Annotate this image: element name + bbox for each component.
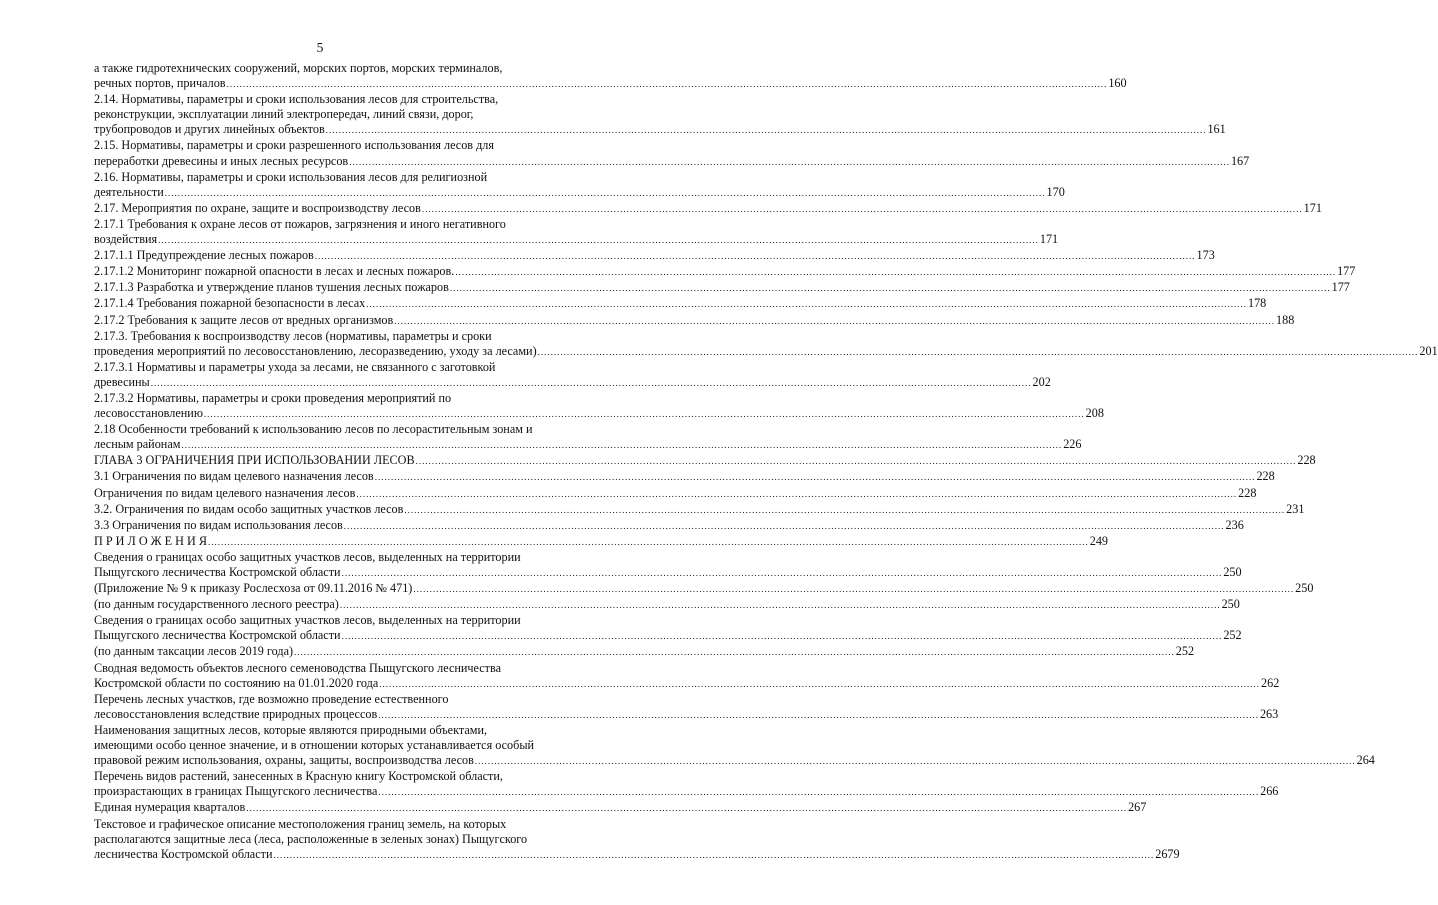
toc-entry-last-line [94, 153, 1250, 170]
toc-entry-line [94, 832, 586, 847]
toc-entry-text: имеющими особо ценное значение, и в отношении которых устанавливается особый [94, 738, 535, 753]
toc-entry-text: древесины [94, 374, 150, 389]
table-of-contents [94, 61, 1438, 863]
toc-entry-line [94, 692, 586, 707]
toc-entry-text: реконструкции, эксплуатации линий электропередач, линий связи, дорог, [94, 107, 474, 122]
toc-entry-last-line [94, 846, 1180, 863]
dot-leader [344, 518, 1225, 534]
dot-leader [413, 581, 1294, 597]
dot-leader [404, 502, 1285, 518]
toc-entry-text: Текстовое и графическое описание местоположения границ земель, на которых [94, 816, 507, 831]
page-number: 5 [316, 40, 324, 55]
toc-entry-text: произрастающих в границах Пыщугского лесничества [94, 784, 378, 799]
toc-entry-text: Костромской области по состоянию на 01.01.2020 года [94, 675, 379, 690]
dot-leader [326, 122, 1207, 138]
toc-page-number: 178 [1247, 296, 1267, 311]
toc-page-number: 252 [1175, 644, 1195, 659]
toc-entry-text: Пыщугского лесничества Костромской области [94, 628, 341, 643]
toc-entry-text: П Р И Л О Ж Е Н И Я [94, 533, 207, 548]
toc-page-number: 177 [1331, 280, 1350, 295]
toc-entry-last-line [94, 280, 1350, 296]
toc-entry-last-line [94, 533, 1108, 550]
dot-leader [375, 469, 1256, 485]
toc-entry-last-line [94, 675, 1280, 692]
toc-entry[interactable] [94, 390, 1104, 422]
toc-entry-text: проведения мероприятий по лесовосстановлению, лесоразведению, уходу за лесами) [94, 343, 537, 358]
dot-leader [158, 232, 1039, 248]
toc-entry-line [94, 723, 586, 738]
toc-entry-last-line [94, 200, 1322, 217]
toc-entry[interactable] [94, 549, 1242, 581]
toc-entry-line [94, 217, 586, 232]
toc-entry-text: правовой режим использования, охраны, защиты, воспроизводства лесов [94, 753, 474, 768]
dot-leader [342, 565, 1223, 581]
toc-entry[interactable] [94, 485, 1257, 502]
toc-entry-line [94, 360, 586, 375]
toc-entry-text: 2.17.3. Требования к воспроизводству лесов (нормативы, параметры и сроки [94, 328, 492, 343]
toc-entry-line [94, 170, 586, 185]
toc-entry-last-line [94, 232, 1059, 248]
toc-page-number: 226 [1063, 437, 1082, 452]
toc-entry[interactable] [94, 280, 1350, 296]
dot-leader [450, 280, 1331, 296]
toc-entry-last-line [94, 406, 1104, 422]
toc-entry[interactable] [94, 501, 1305, 518]
toc-entry-last-line [94, 501, 1305, 518]
dot-leader [394, 313, 1275, 329]
toc-entry-text: Сведения о границах особо защитных участков лесов, выделенных на территории [94, 613, 521, 628]
toc-entry-text: лесничества Костромской области [94, 846, 273, 861]
toc-entry[interactable] [94, 296, 1267, 312]
toc-page-number: 228 [1297, 453, 1316, 468]
toc-entry-last-line [94, 644, 1195, 660]
toc-entry[interactable] [94, 660, 1280, 692]
toc-entry-last-line [94, 453, 1316, 469]
toc-entry-last-line [94, 343, 1438, 360]
toc-page-number: 250 [1295, 581, 1314, 596]
toc-entry[interactable] [94, 422, 1082, 453]
dot-leader [378, 707, 1259, 723]
toc-entry-last-line [94, 312, 1295, 329]
toc-entry-text: Перечень лесных участков, где возможно проведение естественного [94, 691, 449, 706]
toc-entry[interactable] [94, 92, 1226, 138]
toc-entry-line [94, 769, 586, 784]
toc-entry-last-line [94, 800, 1147, 816]
toc-entry-last-line [94, 184, 1065, 201]
toc-entry-last-line [94, 374, 1051, 391]
toc-entry-text: 2.17.1.1 Предупреждение лесных пожаров [94, 248, 314, 263]
toc-entry-text: переработки древесины и иных лесных ресурсов [94, 153, 349, 168]
toc-entry-line [94, 422, 586, 437]
dot-leader [349, 154, 1230, 170]
toc-page-number: 171 [1303, 200, 1322, 215]
toc-entry-last-line [94, 122, 1226, 138]
toc-entry[interactable] [94, 359, 1051, 391]
toc-entry-line [94, 138, 586, 153]
toc-entry-line [94, 613, 586, 628]
toc-page-number: 249 [1089, 533, 1108, 548]
toc-entry-text: 2.17.1.3 Разработка и утверждение планов тушения лесных пожаров [94, 280, 449, 295]
toc-page-number: 262 [1261, 675, 1280, 690]
toc-entry-text: лесовосстановлению [94, 406, 203, 421]
toc-entry-text: речных портов, причалов [94, 76, 226, 91]
toc-entry-text: 2.18 Особенности требований к использованию лесов по лесорастительным зонам и [94, 422, 533, 437]
toc-entry-line [94, 661, 586, 676]
toc-entry[interactable] [94, 644, 1195, 660]
dot-leader [340, 597, 1221, 613]
toc-entry-text: 2.15. Нормативы, параметры и сроки разрешенного использования лесов для [94, 138, 494, 153]
toc-page-number: 202 [1032, 374, 1051, 389]
toc-entry-last-line [94, 565, 1242, 581]
toc-page-number: 160 [1108, 76, 1127, 91]
toc-entry-text: 2.14. Нормативы, параметры и сроки использования лесов для строительства, [94, 92, 499, 107]
dot-leader [165, 185, 1046, 201]
toc-page-number: 170 [1046, 184, 1065, 199]
toc-page-number: 171 [1039, 232, 1059, 247]
toc-entry-last-line [94, 296, 1267, 312]
dot-leader [379, 676, 1260, 692]
toc-entry[interactable] [94, 691, 1279, 723]
toc-page-number: 201 [1419, 343, 1438, 358]
toc-entry[interactable] [94, 517, 1244, 534]
toc-entry-text: располагаются защитные леса (леса, расположенные в зеленых зонах) Пыщугского [94, 831, 528, 846]
dot-leader [227, 76, 1108, 92]
toc-entry-text: (по данным государственного лесного реестра) [94, 597, 339, 612]
toc-entry[interactable] [94, 769, 1279, 800]
toc-page-number: 208 [1085, 406, 1104, 421]
dot-leader [342, 628, 1223, 644]
dot-leader [273, 847, 1154, 863]
toc-entry-last-line [94, 437, 1082, 453]
toc-entry-text: Пыщугского лесничества Костромской области [94, 565, 341, 579]
toc-page-number: 252 [1223, 628, 1242, 643]
toc-entry-last-line [94, 248, 1215, 264]
toc-entry-line [94, 391, 586, 406]
toc-entry-last-line [94, 517, 1244, 534]
toc-entry-text: трубопроводов и других линейных объектов [94, 122, 325, 137]
toc-entry[interactable] [94, 533, 1108, 550]
toc-entry-last-line [94, 485, 1257, 502]
toc-entry-text: Перечень видов растений, занесенных в Красную книгу Костромской области, [94, 769, 503, 784]
toc-entry-line [94, 329, 586, 344]
toc-entry[interactable] [94, 138, 1250, 169]
toc-page-number: 228 [1238, 485, 1257, 500]
toc-page-number: 231 [1286, 501, 1305, 516]
dot-leader [204, 406, 1085, 422]
dot-leader [538, 344, 1419, 360]
dot-leader [356, 486, 1237, 502]
dot-leader [366, 296, 1247, 312]
dot-leader [151, 375, 1032, 391]
toc-page-number: 266 [1260, 784, 1279, 799]
toc-entry-text: 2.17.1 Требования к охране лесов от пожаров, загрязнения и иного негативного [94, 216, 506, 231]
toc-entry[interactable] [94, 61, 1127, 92]
toc-entry-line [94, 738, 586, 753]
toc-entry-text: лесным районам [94, 437, 181, 452]
toc-page-number: 161 [1207, 122, 1226, 137]
toc-entry[interactable] [94, 328, 1438, 360]
toc-entry-last-line [94, 469, 1275, 485]
toc-entry[interactable] [94, 816, 1180, 863]
toc-entry-text: Единая нумерация кварталов [94, 800, 246, 815]
toc-entry-text: 3.2. Ограничения по видам особо защитных участков лесов [94, 501, 404, 516]
toc-entry-text: 2.16. Нормативы, параметры и сроки использования лесов для религиозной [94, 169, 488, 184]
toc-entry-last-line [94, 628, 1242, 644]
toc-entry-text: деятельности [94, 184, 164, 199]
toc-entry[interactable] [94, 169, 1065, 201]
toc-entry[interactable] [94, 722, 1375, 769]
toc-entry-text: (по данным таксации лесов 2019 года) [94, 644, 294, 659]
toc-page-number: 173 [1196, 248, 1215, 263]
toc-entry-text: 3.3 Ограничения по видам использования лесов [94, 517, 343, 532]
toc-entry-last-line [94, 264, 1356, 280]
toc-entry[interactable] [94, 312, 1295, 329]
toc-page-number: 263 [1259, 706, 1279, 721]
toc-entry[interactable] [94, 264, 1356, 280]
toc-entry[interactable] [94, 248, 1215, 264]
toc-entry[interactable] [94, 200, 1322, 217]
toc-page-number: 188 [1276, 312, 1295, 327]
toc-entry-text: 2.17.2 Требования к защите лесов от вредных организмов [94, 312, 394, 327]
toc-entry-line [94, 817, 586, 832]
toc-entry[interactable] [94, 800, 1147, 816]
toc-entry-last-line [94, 784, 1279, 800]
toc-entry-text: Сводная ведомость объектов лесного семеноводства Пыщугского лесничества [94, 660, 501, 675]
dot-leader [475, 753, 1356, 769]
toc-page-number: 250 [1221, 597, 1240, 612]
dot-leader [315, 248, 1196, 264]
toc-page-number: 228 [1256, 469, 1275, 484]
toc-entry[interactable] [94, 216, 1059, 248]
toc-page-number: 177 [1337, 264, 1356, 279]
dot-leader [378, 784, 1259, 800]
dot-leader [416, 453, 1297, 469]
toc-entry[interactable] [94, 597, 1240, 613]
toc-entry-text: 2.17.1.4 Требования пожарной безопасности в лесах [94, 296, 366, 311]
toc-entry-last-line [94, 597, 1240, 613]
toc-entry-text: Наименования защитных лесов, которые являются природными объектами, [94, 722, 488, 737]
toc-page-number: 236 [1225, 517, 1244, 532]
toc-entry-text: 2.17.1.2 Мониторинг пожарной опасности в лесах и лесных пожаров. [94, 264, 455, 279]
toc-entry-text: лесовосстановления вследствие природных процессов [94, 706, 378, 721]
toc-entry-line [94, 550, 586, 565]
dot-leader [422, 201, 1303, 217]
toc-entry[interactable] [94, 453, 1316, 469]
toc-entry-text: а также гидротехнических сооружений, морских портов, морских терминалов, [94, 61, 503, 75]
toc-entry-line [94, 61, 586, 76]
toc-entry-last-line [94, 753, 1375, 769]
toc-entry-text: 2.17.3.2 Нормативы, параметры и сроки проведения мероприятий по [94, 390, 452, 405]
toc-entry-text: 2.17. Мероприятия по охране, защите и воспроизводству лесов [94, 200, 421, 215]
dot-leader [294, 644, 1175, 660]
toc-page-number: 250 [1223, 565, 1242, 579]
toc-page-number: 2679 [1155, 846, 1180, 861]
toc-entry-text: 2.17.3.1 Нормативы и параметры ухода за лесами, не связанного с заготовкой [94, 359, 496, 374]
toc-entry-line [94, 107, 586, 122]
toc-entry-last-line [94, 706, 1279, 723]
dot-leader [208, 534, 1089, 550]
toc-entry-line [94, 92, 586, 107]
toc-entry-text: ГЛАВА 3 ОГРАНИЧЕНИЯ ПРИ ИСПОЛЬЗОВАНИИ ЛЕСОВ [94, 453, 415, 468]
toc-entry-last-line [94, 76, 1127, 92]
toc-entry-text: Сведения о границах особо защитных участков лесов, выделенных на территории [94, 549, 521, 564]
toc-entry[interactable] [94, 581, 1314, 597]
toc-entry[interactable] [94, 469, 1275, 485]
toc-entry-text: 3.1 Ограничения по видам целевого назначения лесов [94, 469, 374, 484]
dot-leader [181, 437, 1062, 453]
dot-leader [455, 264, 1336, 280]
toc-page-number: 264 [1356, 753, 1375, 768]
toc-page-number: 267 [1128, 800, 1147, 815]
dot-leader [246, 800, 1127, 816]
toc-entry[interactable] [94, 613, 1242, 644]
toc-page-number: 167 [1230, 153, 1250, 168]
toc-entry-text: (Приложение № 9 к приказу Рослесхоза от 09.11.2016 № 471) [94, 581, 413, 596]
toc-entry-last-line [94, 581, 1314, 597]
toc-entry-text: Ограничения по видам целевого назначения лесов [94, 485, 356, 500]
toc-entry-text: воздействия [94, 232, 158, 247]
